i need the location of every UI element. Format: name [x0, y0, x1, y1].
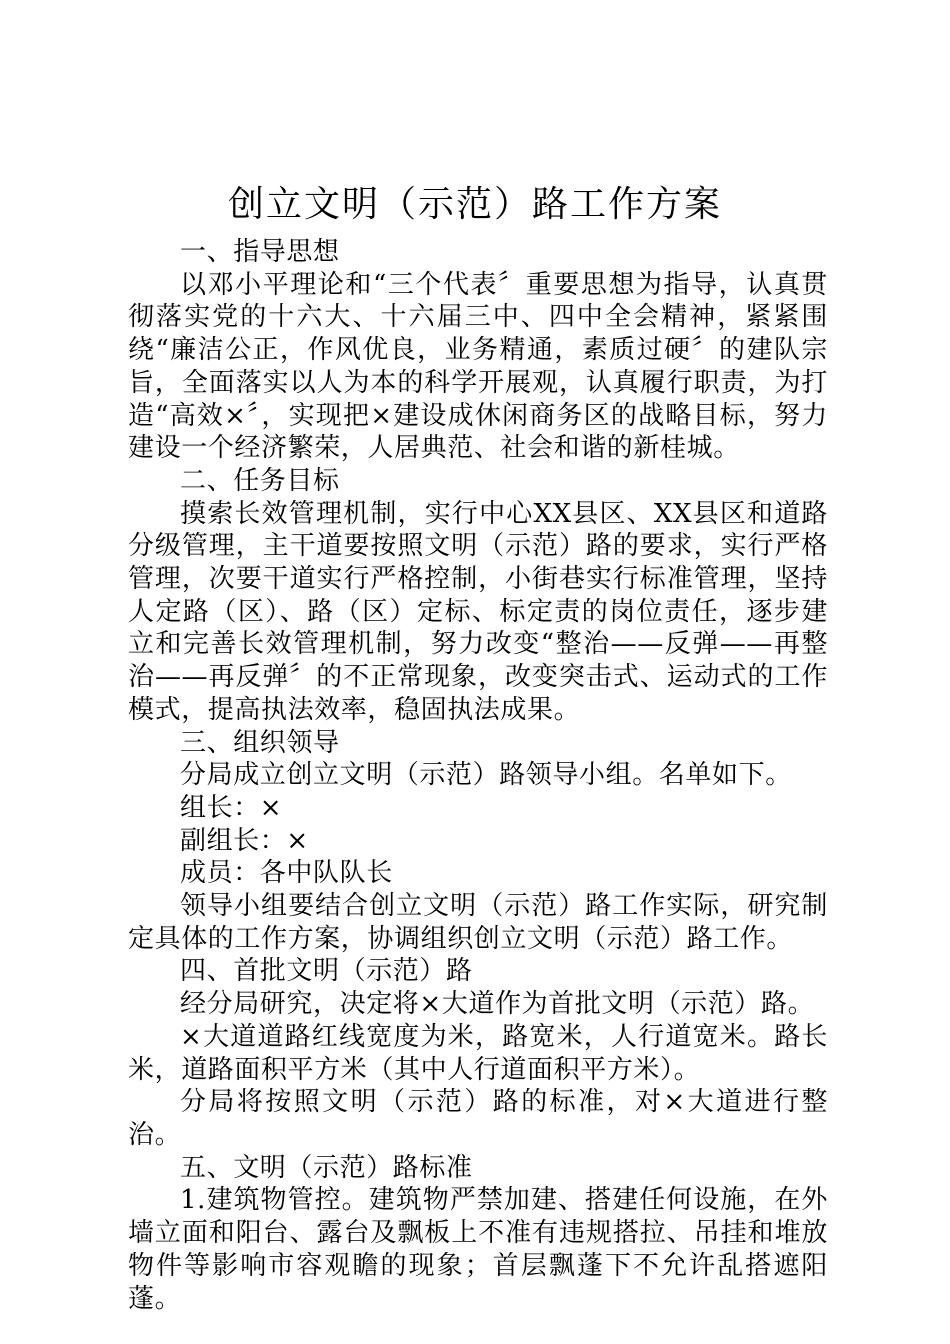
- body-paragraph: 副组长：×: [180, 825, 309, 856]
- body-paragraph: 分局成立创立文明（示范）路领导小组。名单如下。: [180, 760, 792, 791]
- body-paragraph: 以邓小平理论和“三个代表〞重要思想为指导，认真贯彻落实党的十六大、十六届三中、四中全会精神，紧紧围绕“廉洁公正，作风优良，业务精通，素质过硬〞的建队宗旨，全面落实以人为本的科学开展观，认真履行职责，为打造“高效×〞，实现把×建设成休闲商务区的战略目标，努力建设一个经济繁荣，人居典范、社会和谐的新桂城。: [128, 269, 828, 464]
- body-paragraph: ×大道道路红线宽度为米，路宽米，人行道宽米。路长米，道路面积平方米（其中人行道面积平方米）。: [128, 1021, 828, 1085]
- body-paragraph: 摸索长效管理机制，实行中心XX县区、XX县区和道路分级管理，主干道要按照文明（示范）路的要求，实行严格管理，次要干道实行严格控制，小街巷实行标准管理，坚持人定路（区）、路（区）定标、标定责的岗位责任，逐步建立和完善长效管理机制，努力改变“整治——反弹——再整治——再反弹〞的不正常现象，改变突击式、运动式的工作模式，提高执法效率，稳固执法成果。: [128, 498, 828, 725]
- section-heading: 二、任务目标: [180, 465, 340, 496]
- body-paragraph: 经分局研究，决定将×大道作为首批文明（示范）路。: [180, 989, 815, 1020]
- section-heading: 一、指导思想: [180, 237, 340, 267]
- document-body: [128, 236, 828, 1315]
- body-paragraph: 组长：×: [180, 792, 283, 823]
- section-heading: 五、文明（示范）路标准: [180, 1152, 473, 1183]
- document-title: 创立文明（示范）路工作方案: [227, 184, 722, 225]
- section-heading: 四、首批文明（示范）路: [180, 956, 473, 987]
- body-paragraph: 分局将按照文明（示范）路的标准，对×大道进行整治。: [128, 1087, 828, 1150]
- body-paragraph: 领导小组要结合创立文明（示范）路工作实际，研究制定具体的工作方案，协调组织创立文明（示范）路工作。: [128, 891, 828, 954]
- body-paragraph: 1.建筑物管控。建筑物严禁加建、搭建任何设施，在外墙立面和阳台、露台及飘板上不准有违规搭拉、吊挂和堆放物件等影响市容观瞻的现象；首层飘蓬下不允许乱搭遮阳蓬。: [128, 1185, 828, 1314]
- section-heading: 三、组织领导: [180, 727, 340, 758]
- body-paragraph: 成员：各中队队长: [180, 858, 393, 889]
